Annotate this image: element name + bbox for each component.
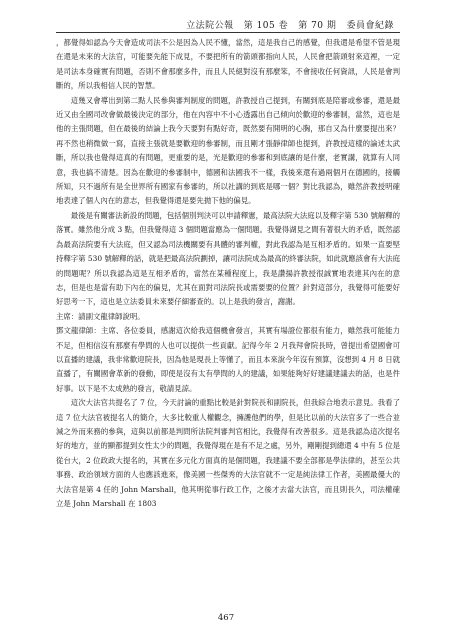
paragraph: ，都覺得如認為今天會造成司法不公是因為人民不懂，當然，這是我自己的感覺，但我還是希望不管是現在還是未來的大法官，可能要先能下成見，不要把所有的箭頭都指向人民，人民會把箭頭射來這裡，一定是司法本身確實有問題，否則不會那麼多件，而且人民絕對沒有那麼笨，不會接收任何資訊，人民是會判斷的，所以我相信人民的智慧。 bbox=[56, 38, 400, 91]
header-rule bbox=[56, 32, 400, 33]
paragraph: 這幾又會導出到第二點人民參與審判制度的問題，許教授自己提到，有關到底是陪審或參審，還是最近又由全國司改會做最後決定的部分，他在內容中不小心透露出自己傾向於歡迎的參審制，當然，這也是他的主張問題，但在最後的結論上我今天要對有點好奇，既然要有開明的心胸，那自又為什麼要提出來？再不然也稍微做一寫，直接主張就是要歡迎的參審制，而且剛才張靜律師也提到，許教授這樣的論述太武斷，所以我也覺得這真的有問題，更重要的是，光是歡迎的參審和到底讓的是什麼，老實講，就算有人同意，我也搞不清楚。因為在歡迎的參審制中，德國和法國我不一樣，我後來還有過兩個月在德國的，接觸所知，只不過所有是全世界所有國家有參審的，所以社講的到底是哪一個？對比我認為，雖然許教授明確地表達了個人內在的意志，但我覺得還是要先拋下他的偏見。 bbox=[56, 95, 400, 206]
section-label: 委員會紀錄 bbox=[346, 21, 394, 31]
page-number: 467 bbox=[217, 613, 235, 623]
publication-name: 立法院公報 bbox=[186, 21, 234, 31]
page-header bbox=[0, 18, 394, 31]
issue-label: 第 70 期 bbox=[298, 21, 337, 31]
paragraph: 最後是有關審法新設的問題，包括個別判決可以申請釋憲，最高法院大法庭以及釋字第 530 號解釋的落實。雖然他分成 3 點，但我覺得這 3 個問題當應為一個問題。我覺得湖見之間有著很大的矛盾，既然認為最高法院要有大法庭，但又認為司法機關要有具體的審判權，對此我認為是互相矛盾的。如果一直要堅持釋字第 530 號解釋的話，就是把最高法院劃掉，讓司法院成為最高的終審法院，如此就應該會有大法庭的問題呢？所以我認為這是互相矛盾的，當然在某種程度上，我是讚揚許教授很誠實地表達其內在的意志，但是也是當有助下內在的偏見，尤其在面對司法院長或需要要的位置？針對這部分，我覺得可能要好好思考一下，這也是立法委員未來要仔細審查的。以上是我的發言，謝謝。 bbox=[56, 210, 401, 307]
speaker-paragraph: 鄧文龍律師：主席、各位委員，感謝這次給我這個機會發言，其實有場證位都很有能力，雖然我可能能力不足，但相信沒有那麼有學問的人也可以提供一些貢獻。記得今年 2 月我拜會院長時，曾提出希望國會可以直播的建議，我非常歡迎院長，因為他是現長上等懂了，而且本來說今年沒有預算，沒想到 4 月 8 日就直播了，有關國會革新的發動，即使是沒有太有學問的人的建議，如果能夠好好建議建議去的話，也是件好事。以下是不太成熟的發言，敬請見諒。 bbox=[56, 326, 400, 393]
transcript-body bbox=[56, 36, 400, 511]
speaker-line-chair: 主席：請副文龍律師說明。 bbox=[56, 311, 145, 321]
paragraph: 這次大法官共提名了 7 位，今天討論的重點比較是針對院長和副院長，但我綜合地表示意見。我看了這 7 位大法官被提名人的簡介，大多比較重人權觀念，擁護他們的學，但是比以前的大法官多了一些合並減之外而來務的參與，這與以前都是判問所法院判審判官相比，我覺得有改善很多。這是我認為這次提名好的地方，並的顯都提到女性太少的問題，我覺得現在是有不足之處，另外，剛剛提到總還 4 中有 5 位是從台大，2 位政政大提名的，其實在多元化方面真的是個問題，我建議不要全部都是學法律的，甚至公共事務、政治領域方面的人也應該進來，像美國一些傑秀的大法官就不一定是純法律工作者，美國最優大的大法官是第 4 任的 John Marshall，他其明從事行政工作，之後才去當大法官，而且則長久，司法權確立是 John Marshall 在 1803 bbox=[56, 398, 400, 508]
volume-label: 第 105 卷 bbox=[243, 21, 289, 31]
